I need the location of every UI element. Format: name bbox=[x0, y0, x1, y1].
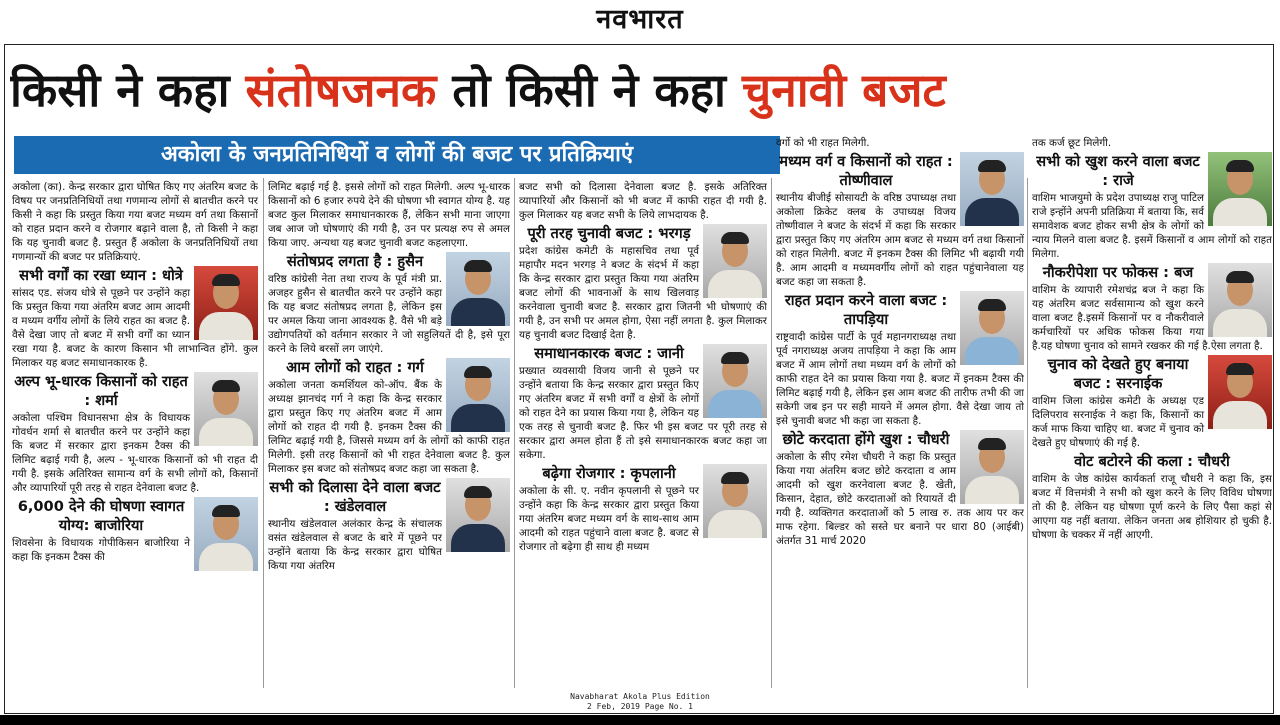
paragraph-continued: बजट सभी को दिलासा देनेवाला बजट है. इसके अतिरिक्त व्यापारियों और किसानों को भी बजट में काफी राहत दी गयी है. कुल मिलाकर यह बजट सभी के लिये लाभदायक है. bbox=[519, 181, 767, 221]
photo-chaudhari bbox=[960, 430, 1024, 504]
photo-hussain bbox=[446, 252, 510, 326]
newspaper-name: नवभारत bbox=[596, 4, 684, 35]
subheading-raje: सभी को खुश करने वाला बजट : राजे bbox=[1036, 153, 1200, 189]
subheading-dhotre: सभी वर्गों का रखा ध्यान : धोत्रे bbox=[19, 267, 183, 284]
paragraph-garg: अकोला जनता कमर्शियल को-ऑप. बैंक के अध्यक्ष झानचंद गर्ग ने कहा कि केन्द्र सरकार द्वारा प्रस्तुत किए गए अंतरिम बजट में आम लोगों को राहत दी गयी है. इनकम टैक्स की लिमिट बढ़ाई गयी है, जिससे मध्यम वर्ग के लोगों को काफी राहत मिलेगी. इसी तरह किसानों को भी राहत देनेवाला बजट है. कुल मिलाकर इस बजट को संतोषप्रद बजट कहा जा सकता है. bbox=[268, 379, 510, 475]
paragraph-continued: तक कर्ज छूट मिलेगी. bbox=[1032, 137, 1112, 149]
subheading-sarnaik: चुनाव को देखते हुए बनाया बजट : सरनाईक bbox=[1047, 356, 1189, 392]
edition-date: 2 Feb, 2019 Page No. 1 bbox=[587, 702, 693, 711]
subheading-sharma: अल्प भू-धारक किसानों को राहत : शर्मा bbox=[14, 373, 188, 409]
paragraph-continued: लिमिट बढ़ाई गई है. इससे लोगों को राहत मिलेगी. अल्प भू-धारक किसानों को 6 हजार रुपये देने की घोषणा भी स्वागत योग्य है. यह बजट कुल मिलाकर समाधानकारक हैं, लेकिन सभी माना जाएगा जब आज जो घोषणाएं की गयी है, उन पर प्रत्यक्ष रुप से अमल किया जाए. अन्यथा यह बजट चुनावी बजट कहलाएगा. bbox=[268, 181, 510, 249]
photo-khandelwal bbox=[446, 478, 510, 552]
subheading-garg: आम लोगों को राहत : गर्ग bbox=[286, 359, 424, 376]
article-column-1 bbox=[12, 180, 258, 686]
photo-jani bbox=[703, 344, 767, 418]
paragraph-jani: प्रख्यात व्यवसायी विजय जानी से पूछने पर उन्होंने बताया कि केन्द्र सरकार द्वारा प्रस्तुत किए गए अंतरिम बजट में सभी वर्गों व क्षेत्रों के लोगों को राहत देने का प्रयास किया गया है, लेकिन यह एक तरह से चुनावी बजट है. फिर भी इस बजट पर पूरी तरह से सरकार द्वारा अमल होता हैं तो इसे समाधानकारक बजट कहा जा सकेगा. bbox=[519, 365, 767, 461]
column-divider bbox=[514, 178, 515, 688]
headline bbox=[10, 50, 1272, 130]
paragraph-sharma: अकोला पश्चिम विधानसभा क्षेत्र के विधायक गोवर्धन शर्मा से बातचीत करने पर उन्होंने कहा कि बजट में सरकार द्वारा इनकम टैक्स की लिमिट बढ़ाई गयी है, अल्प - भू-धारक किसानों को भी राहत दी गयी है. इसके अतिरिक्त सामान्य वर्ग के सभी लोगों को, किसानों और व्यापारियों पूरी तरह से राहत देनेवाला बजट है. bbox=[12, 412, 258, 494]
photo-sharma bbox=[194, 372, 258, 446]
photo-bhargad bbox=[703, 224, 767, 298]
edition-name: Navabharat Akola Plus Edition bbox=[570, 692, 710, 701]
paragraph-khandelwal: स्थानीय खंडेलवाल अलंकार केन्द्र के संचालक वसंत खंडेलवाल से बजट के बारे में पूछने पर उन्होंने बताया कि केन्द्र सरकार द्वारा घोषित किया गया अंतरिम bbox=[268, 518, 442, 572]
column-divider bbox=[771, 178, 772, 688]
paragraph-chaudhari-washim: वाशिम के जेष्ठ कांग्रेस कार्यकर्ता राजू चौधरी ने कहा कि, इस बजट में वित्तमंत्री ने सभी को खुश करने के लिए विविध घोषणा तो की है. लेकिन यह घोषणा पूर्ण करने के लिए पैसा कहां से आएगा यह नहीं बताया. लेकिन जनता अब होशियार हो चुकी है. घोषणा के चक्कर में नहीं आएगी. bbox=[1032, 473, 1272, 541]
headline-part-2: संतोषजनक bbox=[245, 63, 437, 117]
paragraph-bhargad: प्रदेश कांग्रेस कमेटी के महासचिव तथा पूर्व महापौर मदन भरगड़ ने बजट के संदर्भ में कहा कि केन्द्र सरकार द्वारा प्रस्तुत किया गया अंतरिम बजट लोगों की भावनाओं के साथ खिलवाड़ करनेवाला चुनावी बजट है. सरकार द्वारा जितनी भी घोषणाएं की गयी है, उन सभी पर अमल होगा, ऐसा नहीं लगता है. कुल मिलाकर यह चुनावी बजट दिखाई देता है. bbox=[519, 245, 767, 341]
paragraph-raje: वाशिम भाजयुमो के प्रदेश उपाध्यक्ष राजु पाटिल राजे इन्होंने अपनी प्रतिक्रिया में बताया कि, सर्व समावेशक बजट होकर सभी क्षेत्र के लोगों को न्याय मिलने वाला बजट है. इसमें किसानों व आम लोगों को राहत मिलेगा. bbox=[1032, 192, 1272, 260]
photo-raje bbox=[1208, 152, 1272, 226]
column-divider bbox=[263, 178, 264, 688]
subheading-khandelwal: सभी को दिलासा देने वाला बजट : खंडेलवाल bbox=[269, 479, 441, 515]
subheading-baj: नौकरीपेशा पर फोकस : बज bbox=[1042, 264, 1194, 281]
subheading-toshniwal: मध्यम वर्ग व किसानों को राहत : तोष्णीवाल bbox=[779, 153, 953, 189]
photo-dhotre bbox=[194, 266, 258, 340]
paragraph-chaudhari: अकोला के सीए रमेश चौधरी ने कहा कि प्रस्तुत किया गया अंतरिम बजट छोटे करदाता व आम आदमी को खुश करनेवाला बजट है. खेती, किसान, देहात, छोटे करदाताओं को रियायतें दी गयी है. व्यक्तिगत करदाताओं को 5 लाख रु. तक आय पर कर माफ रहेगा. बिल्डर को सस्ते घर बनाने पर धारा 80 (आईबी) अंतर्गत 31 मार्च 2020 bbox=[776, 451, 1024, 547]
subheading-chaudhari: छोटे करदाता होंगे खुश : चौधरी bbox=[782, 431, 950, 448]
paragraph-sarnaik: वाशिम जिला कांग्रेस कमेटी के अध्यक्ष एड दिलिपराव सरनाईक ने कहा कि, किसानों का कर्ज माफ किया चाहिए था. बजट में चुनाव को देखते हुए घोषणाएं की गई है. bbox=[1032, 395, 1204, 449]
paragraph-kripalani: अकोला के सी. ए. नवीन कृपलानी से पूछने पर उन्होंने कहा कि केन्द्र सरकार द्वारा प्रस्तुत किया गया अंतरिम बजट मध्यम वर्ग के साथ-साथ आम आदमी को राहत पहुंचाने वाला बजट है. बजट से रोजगार तो बढ़ेगा ही साथ ही मध्यम bbox=[519, 485, 699, 553]
photo-kripalani bbox=[703, 464, 767, 538]
article-column-3 bbox=[519, 180, 767, 686]
paragraph-bajoria: शिवसेना के विधायक गोपीकिसन बाजोरिया ने कहा कि इनकम टैक्स की bbox=[12, 537, 190, 563]
paragraph-hussain: वरिष्ठ कांग्रेसी नेता तथा राज्य के पूर्व मंत्री प्रा. अजहर हुसैन से बातचीत करने पर उन्होंने कहा कि यह बजट संतोषप्रद लगता है, लेकिन इस पर अमल किया जाना आवश्यक है. वैसे भी बड़े उद्योगपतियों को वर्तमान सरकार ने जो सहुलियतें दी है, इसे पूरा करने के लिये बरसों लग जाएंगे. bbox=[268, 273, 510, 355]
paragraph-continued: वर्गो को भी राहत मिलेगी. bbox=[776, 137, 870, 149]
paragraph-tapadia: राष्ट्रवादी कांग्रेस पार्टी के पूर्व महानगराध्यक्ष तथा पूर्व नगराध्यक्ष अजय तापड़िया ने कहा कि आम बजट में आम लोगों तथा मध्यम वर्ग के लोगों को काफी राहत देने का प्रयास किया गया है. बजट में इनकम टैक्स की लिमिट बढ़ाई गयी है, लेकिन इस आम बजट की तारीफ तभी की जा सकेगी जब इन पर सही मायने में अमल होगा. वैसे देखा जाय तो इसे चुनावी बजट भी कहा जा सकता है. bbox=[776, 331, 1024, 427]
subheading-kripalani: बढ़ेगा रोजगार : कृपलानी bbox=[542, 465, 676, 482]
headline-part-4: चुनावी बजट bbox=[741, 63, 946, 117]
subheading-jani: समाधानकारक बजट : जानी bbox=[534, 345, 684, 362]
paragraph-baj: वाशिम के व्यापारी रमेशचंद्र बज ने कहा कि यह अंतरिम बजट सर्वसामान्य को खुश करने वाला बजट है.इसमें किसानों पर व नौकरीवाले कर्मचारियों पर अधिक फोकस किया गया है.यह घोषणा चुनाव को सामने रखकर की गई है.ऐसा लगता है. bbox=[1032, 284, 1263, 352]
footer-bar bbox=[0, 715, 1280, 725]
photo-toshniwal bbox=[960, 152, 1024, 226]
subheading-bhargad: पूरी तरह चुनावी बजट : भरगड़ bbox=[527, 225, 691, 242]
subheading-hussain: संतोषप्रद लगता है : हुसैन bbox=[286, 253, 424, 270]
article-column-4 bbox=[776, 136, 1024, 686]
masthead bbox=[0, 0, 1280, 44]
headline-part-3: तो किसी ने कहा bbox=[436, 63, 742, 117]
photo-baj bbox=[1208, 263, 1272, 337]
photo-sarnaik bbox=[1208, 355, 1272, 429]
subheading-chaudhari-washim: वोट बटोरने की कला : चौधरी bbox=[1074, 453, 1230, 470]
section-banner: अकोला के जनप्रतिनिधियों व लोगों की बजट पर प्रतिक्रियाएं bbox=[14, 136, 780, 174]
intro-paragraph: अकोला (का). केन्द्र सरकार द्वारा घोषित किए गए अंतरिम बजट के विषय पर जनप्रतिनिधियों तथा गणमान्य लोगों से बातचीत करने पर किसी ने कहा कि प्रस्तुत किया गया बजट मध्यम वर्ग तथा किसानों को राहत प्रदान करने व रोजगार बढ़ाने वाला है, तो किसी ने कहा कि यह चुनावी बजट है. प्रस्तुत हैं अकोला के जनप्रतिनिधियों तथा गणमान्यों की बजट पर प्रतिक्रियाएं. bbox=[12, 181, 258, 263]
paragraph-toshniwal: स्थानीय बीजीई सोसायटी के वरिष्ठ उपाध्यक्ष तथा अकोला क्रिकेट क्लब के उपाध्यक्ष विजय तोष्णीवाल ने बजट के संदर्भ में कहा कि सरकार द्वारा प्रस्तुत किए गए अंतरिम आम बजट से मध्यम वर्ग तथा किसानों को राहत मिलेगी. बजट में इनकम टैक्स की लिमिट भी बढ़ायी गयी है. आम आदमी व मध्यमवर्गीय लोगों को राहत पहुंचानेवाला यह बजट कहा जा सकता है. bbox=[776, 192, 1024, 288]
photo-bajoria bbox=[194, 497, 258, 571]
subheading-bajoria: 6,000 देने की घोषणा स्वागत योग्य: बाजोरिया bbox=[17, 498, 185, 534]
headline-part-1: किसी ने कहा bbox=[10, 63, 246, 117]
edition-info bbox=[440, 692, 840, 712]
subheading-tapadia: राहत प्रदान करने वाला बजट : तापड़िया bbox=[784, 292, 948, 328]
column-divider bbox=[1027, 178, 1028, 688]
photo-tapadia bbox=[960, 291, 1024, 365]
article-column-2 bbox=[268, 180, 510, 686]
article-column-5 bbox=[1032, 136, 1272, 686]
photo-garg bbox=[446, 358, 510, 432]
paragraph-dhotre: सांसद एड. संजय धोत्रे से पूछने पर उन्होंने कहा कि प्रस्तुत किया गया अंतरिम बजट आम आदमी व मध्यम वर्गीय लोगों के लिये राहत का बजट है. वैसे देखा जाए तो बजट में सभी वर्गों का ध्यान रखा गया है. बजट के कारण किसान भी लाभान्वित होंगे. कुल मिलाकर यह बजट समाधानकारक है. bbox=[12, 287, 258, 369]
